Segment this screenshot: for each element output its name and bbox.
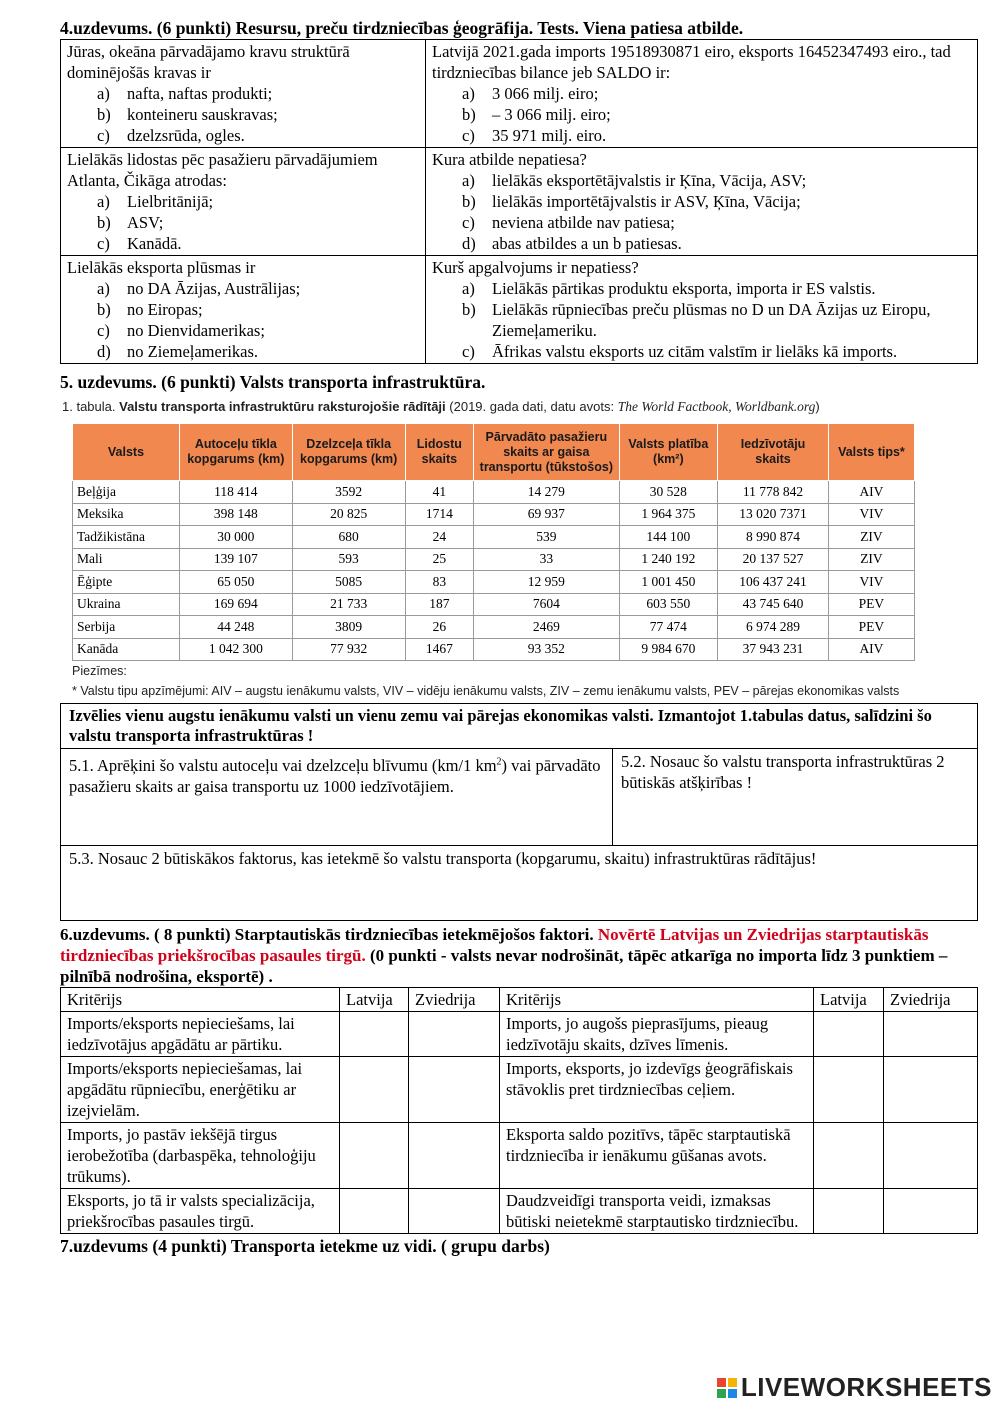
quiz-question-cell <box>426 148 978 256</box>
option-letter: c) <box>97 234 110 253</box>
quiz-question-cell <box>61 256 426 364</box>
option-text: no Eiropas; <box>127 300 203 319</box>
option-text: neviena atbilde nav patiesa; <box>492 213 675 232</box>
stats-cell: 169 694 <box>179 593 292 616</box>
quiz-question-cell <box>426 40 978 148</box>
latvia-score-cell[interactable] <box>814 1123 884 1189</box>
quiz-option[interactable] <box>67 125 419 146</box>
option-letter: d) <box>97 342 111 361</box>
stats-cell: 21 733 <box>292 593 405 616</box>
task4-quiz-table <box>60 39 978 364</box>
table1-caption: 1. tabula. Valstu transporta infrastruktūru raksturojošie rādītāji (2019. gada dati, datu avots: The World Factbook, Worldbank.org) <box>62 399 820 414</box>
quiz-option[interactable] <box>432 125 971 146</box>
stats-cell: 93 352 <box>474 638 619 661</box>
option-letter: a) <box>97 279 110 298</box>
stats-cell: AIV <box>828 638 914 661</box>
quiz-question-text: Kurš apgalvojums ir nepatiess? <box>432 258 639 277</box>
option-letter: b) <box>462 105 476 124</box>
quiz-row <box>61 40 978 148</box>
stats-cell: 7604 <box>474 593 619 616</box>
quiz-option[interactable] <box>67 299 419 320</box>
stats-cell: 77 932 <box>292 638 405 661</box>
criterion-text: Imports, eksports, jo izdevīgs ģeogrāfiskais stāvoklis pret tirdzniecības ceļiem. <box>500 1057 814 1123</box>
table-notes-label: Piezīmes: <box>72 664 127 678</box>
quiz-option[interactable] <box>432 341 971 362</box>
stats-cell: PEV <box>828 616 914 639</box>
option-letter: d) <box>462 234 476 253</box>
criterion-text: Imports, jo augošs pieprasījums, pieaug iedzīvotāju skaits, dzīves līmenis. <box>500 1012 814 1057</box>
stats-cell: 680 <box>292 526 405 549</box>
quiz-question-text: Lielākās lidostas pēc pasažieru pārvadājumiem Atlanta, Čikāga atrodas: <box>67 150 378 190</box>
option-text: no Ziemeļamerikas. <box>127 342 259 361</box>
option-letter: a) <box>462 84 475 103</box>
sweden-score-cell[interactable] <box>884 1012 978 1057</box>
col-criterion-right: Kritērijs <box>500 988 814 1012</box>
option-text: Kanādā. <box>127 234 182 253</box>
quiz-options <box>67 83 419 146</box>
stats-cell: Ukraina <box>73 593 180 616</box>
stats-cell: 41 <box>405 481 474 504</box>
criterion-text: Daudzveidīgi transporta veidi, izmaksas būtiski neietekmē starptautisko tirdzniecību. <box>500 1189 814 1234</box>
latvia-score-cell[interactable] <box>340 1057 409 1123</box>
stats-cell: 37 943 231 <box>718 638 829 661</box>
stats-cell: 77 474 <box>619 616 718 639</box>
stats-cell: 44 248 <box>179 616 292 639</box>
stats-cell: 603 550 <box>619 593 718 616</box>
option-letter: a) <box>462 279 475 298</box>
stats-cell: 20 825 <box>292 503 405 526</box>
stats-cell: 2469 <box>474 616 619 639</box>
stats-cell: 1 001 450 <box>619 571 718 594</box>
option-text: lielākās importētājvalstis ir ASV, Ķīna, Vācija; <box>492 192 801 211</box>
logo-square <box>717 1378 726 1387</box>
quiz-option[interactable] <box>432 233 971 254</box>
stats-cell: AIV <box>828 481 914 504</box>
latvia-score-cell[interactable] <box>340 1189 409 1234</box>
stats-cell: 3592 <box>292 481 405 504</box>
option-letter: a) <box>97 84 110 103</box>
quiz-option[interactable] <box>67 320 419 341</box>
latvia-score-cell[interactable] <box>340 1012 409 1057</box>
quiz-option[interactable] <box>432 83 971 104</box>
quiz-option[interactable] <box>67 341 419 362</box>
latvia-score-cell[interactable] <box>814 1057 884 1123</box>
sweden-score-cell[interactable] <box>884 1123 978 1189</box>
stats-row <box>73 481 915 504</box>
quiz-option[interactable] <box>432 212 971 233</box>
col-latvia-left: Latvija <box>340 988 409 1012</box>
stats-column-header: Iedzīvotāju skaits <box>718 424 829 481</box>
latvia-score-cell[interactable] <box>814 1189 884 1234</box>
stats-cell: 24 <box>405 526 474 549</box>
stats-cell: Kanāda <box>73 638 180 661</box>
quiz-option[interactable] <box>432 170 971 191</box>
question-5-3: 5.3. Nosauc 2 būtiskākos faktorus, kas ietekmē šo valstu transporta (kopgarumu, skaitu) infrastruktūras rādītājus! <box>69 849 817 868</box>
option-letter: c) <box>462 126 475 145</box>
col-criterion-left: Kritērijs <box>61 988 340 1012</box>
option-text: Āfrikas valstu eksports uz citām valstīm ir lielāks kā imports. <box>492 342 898 361</box>
stats-cell: 14 279 <box>474 481 619 504</box>
stats-cell: Ēģipte <box>73 571 180 594</box>
quiz-question-cell <box>61 148 426 256</box>
task6-criteria-table <box>60 987 978 1234</box>
option-letter: c) <box>97 126 110 145</box>
stats-cell: 1714 <box>405 503 474 526</box>
option-letter: b) <box>97 105 111 124</box>
question-5-2: 5.2. Nosauc šo valstu transporta infrastruktūras 2 būtiskās atšķirības ! <box>621 752 945 792</box>
stats-row <box>73 593 915 616</box>
stats-cell: 187 <box>405 593 474 616</box>
stats-cell: 1 042 300 <box>179 638 292 661</box>
logo-square <box>728 1378 737 1387</box>
stats-cell: 69 937 <box>474 503 619 526</box>
task5-answer-table <box>60 703 978 921</box>
quiz-option[interactable] <box>67 83 419 104</box>
stats-cell: 1 964 375 <box>619 503 718 526</box>
stats-cell: ZIV <box>828 548 914 571</box>
quiz-row <box>61 256 978 364</box>
option-letter: a) <box>462 171 475 190</box>
option-text: 3 066 milj. eiro; <box>492 84 599 103</box>
stats-cell: 30 000 <box>179 526 292 549</box>
quiz-row <box>61 148 978 256</box>
quiz-options <box>67 191 419 254</box>
stats-row <box>73 571 915 594</box>
stats-column-header: Lidostu skaits <box>405 424 474 481</box>
answer-cell-5-2[interactable] <box>613 749 978 846</box>
task5-instruction: Izvēlies vienu augstu ienākumu valsti un vienu zemu vai pārejas ekonomikas valsti. Izmantojot 1.tabulas datus, salīdzini šo valstu transporta infrastruktūras ! <box>61 704 978 749</box>
stats-cell: 5085 <box>292 571 405 594</box>
question-5-1: 5.1. Aprēķini šo valstu autoceļu vai dzelzceļu blīvumu (km/1 $km^2$) vai pārvadāto pasažieru skaits ar gaisa transportu uz 1000 iedzīvotājiem. <box>69 755 601 796</box>
stats-cell: 593 <box>292 548 405 571</box>
latvia-score-cell[interactable] <box>340 1123 409 1189</box>
option-text: dzelzsrūda, ogles. <box>127 126 245 145</box>
quiz-options <box>432 278 971 362</box>
option-letter: c) <box>462 342 475 361</box>
stats-cell: 1467 <box>405 638 474 661</box>
option-letter: b) <box>462 192 476 211</box>
sweden-score-cell[interactable] <box>409 1123 500 1189</box>
option-text: Lielbritānijā; <box>127 192 214 211</box>
stats-cell: Beļģija <box>73 481 180 504</box>
stats-cell: Mali <box>73 548 180 571</box>
option-text: lielākās eksportētājvalstis ir Ķīna, Vācija, ASV; <box>492 171 807 190</box>
stats-cell: 20 137 527 <box>718 548 829 571</box>
quiz-option[interactable] <box>67 233 419 254</box>
stats-cell: 539 <box>474 526 619 549</box>
quiz-question-text: Lielākās eksporta plūsmas ir <box>67 258 256 277</box>
stats-column-header: Pārvadāto pasažieru skaits ar gaisa transportu (tūkstošos) <box>474 424 619 481</box>
criteria-row <box>61 1189 978 1234</box>
stats-cell: 398 148 <box>179 503 292 526</box>
stats-column-header: Valsts tips* <box>828 424 914 481</box>
task4-heading: 4.uzdevums. (6 punkti) Resursu, preču tirdzniecības ģeogrāfija. Tests. Viena patiesa atbilde. <box>60 18 744 38</box>
stats-row <box>73 616 915 639</box>
criterion-text: Imports, jo pastāv iekšējā tirgus ierobežotība (darbaspēka, tehnoloģiju trūkums). <box>61 1123 340 1189</box>
stats-cell: 25 <box>405 548 474 571</box>
criteria-row <box>61 1057 978 1123</box>
table-notes-text: * Valstu tipu apzīmējumi: AIV – augstu ienākumu valsts, VIV – vidēju ienākumu valsts, ZIV – zemu ienākumu valsts, PEV – pārejas ekonomikas valsts <box>72 684 900 698</box>
stats-cell: 1 240 192 <box>619 548 718 571</box>
option-letter: c) <box>462 213 475 232</box>
stats-cell: 11 778 842 <box>718 481 829 504</box>
quiz-option[interactable] <box>67 104 419 125</box>
task6-heading: 6.uzdevums. ( 8 punkti) Starptautiskās tirdzniecības ietekmējošos faktori. Novērtē Latvijas un Zviedrijas starptautiskās tirdzniecības priekšrocības pasaules tirgū. (0 punkti - valsts nevar nodrošināt, tāpēc atkarīga no importa līdz 3 punktiem – pilnībā nodrošina, eksportē) . <box>60 925 948 986</box>
stats-cell: 13 020 7371 <box>718 503 829 526</box>
sweden-score-cell[interactable] <box>409 1057 500 1123</box>
stats-cell: 144 100 <box>619 526 718 549</box>
stats-cell: 8 990 874 <box>718 526 829 549</box>
option-letter: b) <box>97 300 111 319</box>
stats-cell: Tadžikistāna <box>73 526 180 549</box>
sweden-score-cell[interactable] <box>409 1012 500 1057</box>
task7-heading: 7.uzdevums (4 punkti) Transporta ietekme uz vidi. ( grupu darbs) <box>60 1236 550 1256</box>
option-text: Lielākās rūpniecības preču plūsmas no D un DA Āzijas uz Eiropu, Ziemeļameriku. <box>492 300 931 340</box>
stats-cell: 9 984 670 <box>619 638 718 661</box>
quiz-option[interactable] <box>67 278 419 299</box>
sweden-score-cell[interactable] <box>884 1057 978 1123</box>
stats-cell: VIV <box>828 503 914 526</box>
worksheet-page <box>60 18 978 1257</box>
stats-cell: ZIV <box>828 526 914 549</box>
liveworksheets-logo: LIVEWORKSHEETS <box>717 1372 992 1403</box>
quiz-option[interactable] <box>432 299 971 341</box>
criterion-text: Imports/eksports nepieciešams, lai iedzīvotājus apgādātu ar pārtiku. <box>61 1012 340 1057</box>
option-letter: c) <box>97 321 110 340</box>
stats-column-header: Valsts platība (km²) <box>619 424 718 481</box>
quiz-option[interactable] <box>432 278 971 299</box>
col-latvia-right: Latvija <box>814 988 884 1012</box>
stats-cell: PEV <box>828 593 914 616</box>
logo-square <box>717 1389 726 1398</box>
stats-cell: 12 959 <box>474 571 619 594</box>
option-letter: b) <box>97 213 111 232</box>
stats-cell: 6 974 289 <box>718 616 829 639</box>
quiz-options <box>67 278 419 362</box>
option-text: – 3 066 milj. eiro; <box>492 105 611 124</box>
transport-stats-table <box>72 423 915 661</box>
option-letter: b) <box>462 300 476 319</box>
quiz-options <box>432 83 971 146</box>
option-text: ASV; <box>127 213 164 232</box>
option-text: Lielākās pārtikas produktu eksporta, importa ir ES valstis. <box>492 279 876 298</box>
stats-cell: 106 437 241 <box>718 571 829 594</box>
col-sweden-right: Zviedrija <box>884 988 978 1012</box>
quiz-option[interactable] <box>67 191 419 212</box>
quiz-option[interactable] <box>432 104 971 125</box>
quiz-question-cell <box>61 40 426 148</box>
criterion-text: Eksporta saldo pozitīvs, tāpēc starptautiskā tirdzniecība ir ienākumu gūšanas avots. <box>500 1123 814 1189</box>
stats-cell: 33 <box>474 548 619 571</box>
quiz-question-text: Kura atbilde nepatiesa? <box>432 150 587 169</box>
option-text: abas atbildes a un b patiesas. <box>492 234 682 253</box>
stats-cell: Meksika <box>73 503 180 526</box>
option-text: no DA Āzijas, Austrālijas; <box>127 279 301 298</box>
stats-cell: 83 <box>405 571 474 594</box>
latvia-score-cell[interactable] <box>814 1012 884 1057</box>
stats-cell: Serbija <box>73 616 180 639</box>
stats-cell: 65 050 <box>179 571 292 594</box>
answer-cell-5-3[interactable] <box>61 846 978 921</box>
quiz-question-text: Latvijā 2021.gada imports 19518930871 eiro, eksports 16452347493 eiro., tad tirdzniecības bilance jeb SALDO ir: <box>432 42 951 82</box>
option-text: nafta, naftas produkti; <box>127 84 273 103</box>
stats-row <box>73 548 915 571</box>
stats-cell: 30 528 <box>619 481 718 504</box>
col-sweden-left: Zviedrija <box>409 988 500 1012</box>
answer-cell-5-1[interactable] <box>61 749 613 846</box>
criteria-row <box>61 1123 978 1189</box>
stats-column-header: Valsts <box>73 424 180 481</box>
quiz-option[interactable] <box>67 212 419 233</box>
quiz-options <box>432 170 971 254</box>
stats-column-header: Autoceļu tīkla kopgarums (km) <box>179 424 292 481</box>
logo-squares-icon <box>717 1378 737 1398</box>
option-text: no Dienvidamerikas; <box>127 321 265 340</box>
stats-cell: VIV <box>828 571 914 594</box>
logo-square <box>728 1389 737 1398</box>
stats-row <box>73 638 915 661</box>
quiz-question-cell <box>426 256 978 364</box>
criterion-text: Imports/eksports nepieciešamas, lai apgādātu rūpniecību, enerģētiku ar izejvielām. <box>61 1057 340 1123</box>
stats-column-header: Dzelzceļa tīkla kopgarums (km) <box>292 424 405 481</box>
stats-cell: 139 107 <box>179 548 292 571</box>
sweden-score-cell[interactable] <box>409 1189 500 1234</box>
criterion-text: Eksports, jo tā ir valsts specializācija, priekšrocības pasaules tirgū. <box>61 1189 340 1234</box>
stats-row <box>73 526 915 549</box>
quiz-option[interactable] <box>432 191 971 212</box>
option-letter: a) <box>97 192 110 211</box>
option-text: 35 971 milj. eiro. <box>492 126 607 145</box>
sweden-score-cell[interactable] <box>884 1189 978 1234</box>
stats-cell: 26 <box>405 616 474 639</box>
quiz-question-text: Jūras, okeāna pārvadājamo kravu struktūrā dominējošās kravas ir <box>67 42 350 82</box>
option-text: konteineru sauskravas; <box>127 105 278 124</box>
stats-cell: 3809 <box>292 616 405 639</box>
stats-cell: 43 745 640 <box>718 593 829 616</box>
stats-cell: 118 414 <box>179 481 292 504</box>
stats-row <box>73 503 915 526</box>
task5-heading: 5. uzdevums. (6 punkti) Valsts transporta infrastruktūra. <box>60 372 486 392</box>
criteria-row <box>61 1012 978 1057</box>
